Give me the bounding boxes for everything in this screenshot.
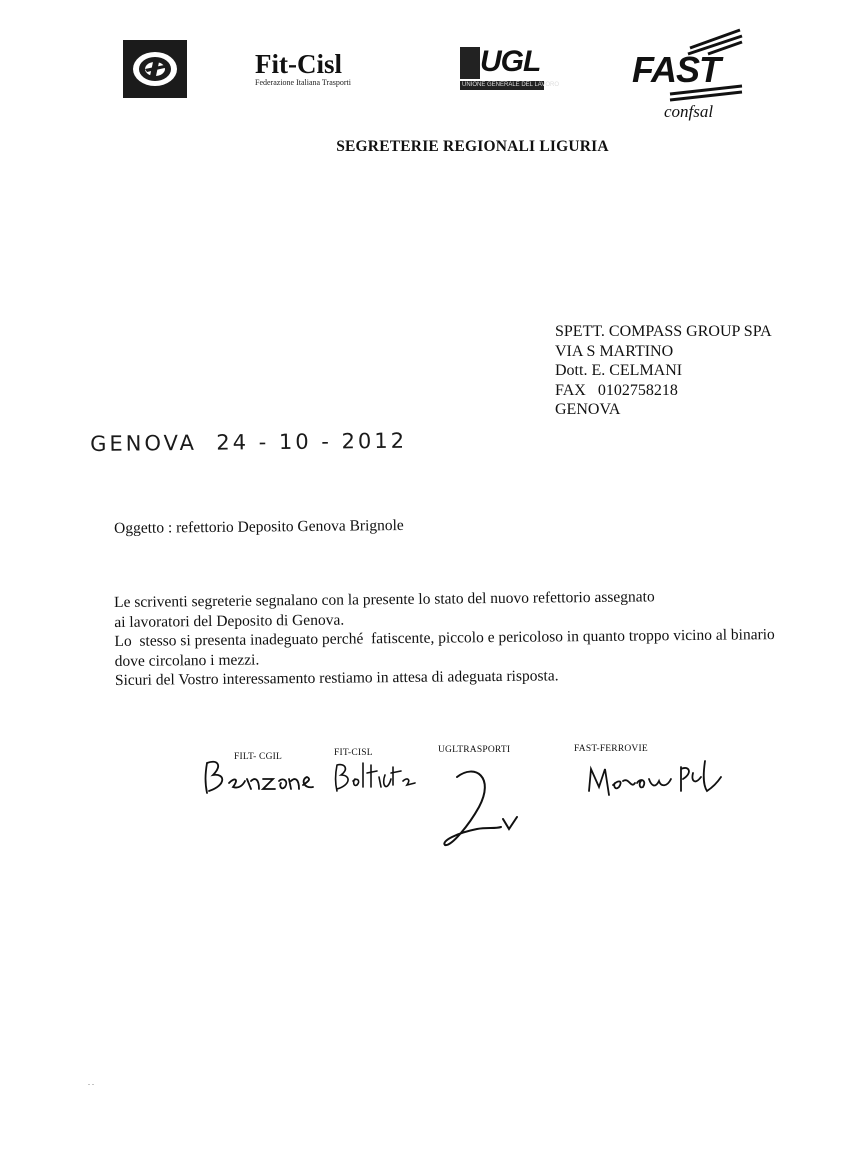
addressee-line: GENOVA bbox=[555, 401, 621, 418]
fast-name: FAST bbox=[632, 49, 721, 90]
body-line: Lo stesso si presenta inadeguato perché fatiscente, piccolo e pericoloso in quanto troppo vicino al binario bbox=[114, 626, 775, 650]
fit-cisl-subtitle: Federazione Italiana Trasporti bbox=[255, 78, 351, 87]
signature-filt bbox=[206, 762, 314, 793]
ugl-box-icon bbox=[460, 47, 480, 79]
signature-fitcisl bbox=[336, 763, 416, 791]
addressee-line: Dott. E. CELMANI bbox=[555, 362, 683, 379]
addressee-block bbox=[555, 322, 772, 420]
fit-cisl-name: Fit-Cisl bbox=[255, 49, 342, 79]
ugl-name: UGL bbox=[480, 45, 541, 78]
body-line: ai lavoratori del Deposito di Genova. bbox=[114, 611, 345, 631]
letter-body bbox=[114, 586, 775, 690]
handwritten-date: GENOVA 24 - 10 - 2012 bbox=[90, 428, 408, 456]
addressee-line: FAX 0102758218 bbox=[555, 381, 678, 399]
fast-logo bbox=[630, 28, 745, 128]
body-line: Le scriventi segreterie segnalano con la presente lo stato del nuovo refettorio assegnato bbox=[114, 588, 655, 611]
signature-label-ugl: UGLTRASPORTI bbox=[438, 745, 511, 755]
subject-line: Oggetto : refettorio Deposito Genova Brignole bbox=[114, 516, 404, 537]
scan-artifact: . . bbox=[88, 1078, 94, 1087]
page-title: SEGRETERIE REGIONALI LIGURIA bbox=[336, 138, 609, 155]
signature-label-fast: FAST-FERROVIE bbox=[574, 744, 648, 754]
signature-label-fitcisl: FIT-CISL bbox=[334, 748, 373, 758]
ugl-logo bbox=[460, 45, 560, 95]
signature-fast bbox=[589, 761, 721, 795]
signature-label-filt: FILT- CGIL bbox=[234, 752, 283, 762]
ugl-tagline: UNIONE GENERALE DEL LAVORO bbox=[462, 82, 560, 88]
body-line: Sicuri del Vostro interessamento restiamo in attesa di adeguata risposta. bbox=[114, 667, 559, 689]
fast-confsal: confsal bbox=[664, 102, 714, 121]
signature-ugl bbox=[444, 772, 517, 846]
ugl-bar bbox=[460, 81, 560, 90]
filt-cgil-logo-icon bbox=[123, 40, 187, 98]
signatures-area bbox=[195, 755, 755, 860]
fit-cisl-logo bbox=[255, 50, 365, 96]
body-line: dove circolano i mezzi. bbox=[114, 650, 260, 670]
addressee-line: VIA S MARTINO bbox=[555, 342, 674, 360]
addressee-line: SPETT. COMPASS GROUP SPA bbox=[555, 323, 772, 340]
